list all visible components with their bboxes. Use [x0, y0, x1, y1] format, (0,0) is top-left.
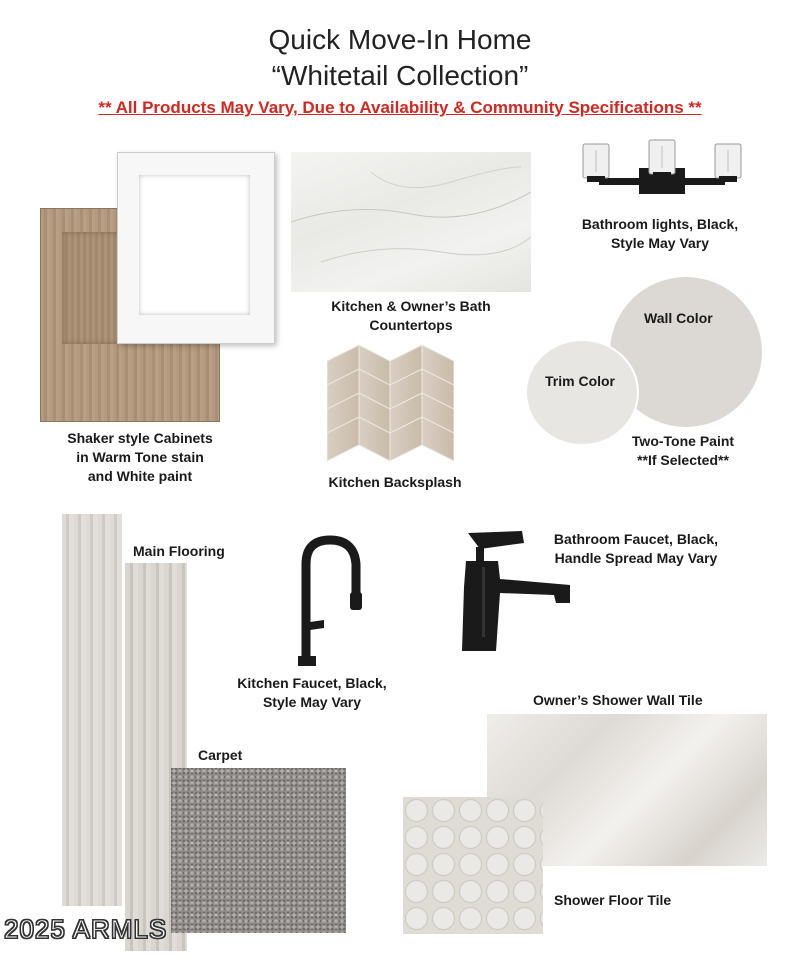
countertop-swatch-icon	[291, 152, 531, 292]
trim-color-label: Trim Color	[545, 373, 616, 389]
main-flooring-label: Main Flooring	[133, 543, 225, 559]
bath-lights-caption-line1: Bathroom lights, Black,	[581, 216, 739, 232]
shower-floor-label: Shower Floor Tile	[554, 892, 672, 908]
page-title: Quick Move-In Home	[268, 24, 532, 55]
trim-color-swatch	[527, 341, 637, 444]
cabinets-caption	[40, 429, 240, 486]
bath-faucet-caption-line2: Handle Spread May Vary	[554, 550, 718, 566]
shower-floor-tile-swatch	[403, 797, 543, 934]
copyright-watermark: 2025 ARMLS	[4, 914, 168, 944]
cabinets-caption-line2: in Warm Tone stain	[76, 449, 204, 465]
kitchen-faucet-caption-line2: Style May Vary	[262, 694, 362, 710]
carpet-label: Carpet	[198, 747, 243, 763]
countertops-caption-line1: Kitchen & Owner’s Bath	[331, 298, 491, 314]
cabinets-caption-line3: and White paint	[87, 468, 193, 484]
shower-wall-label: Owner’s Shower Wall Tile	[533, 692, 703, 708]
flooring-plank-1	[62, 514, 122, 906]
cabinets-caption-line1: Shaker style Cabinets	[67, 430, 213, 446]
wall-color-label: Wall Color	[644, 310, 713, 326]
disclaimer-text: ** All Products May Vary, Due to Availability & Community Specifications **	[98, 98, 702, 117]
bath-lights-caption	[560, 215, 760, 253]
carpet-swatch	[171, 768, 346, 933]
bath-faucet-caption	[530, 530, 742, 568]
two-tone-caption-line2: **If Selected**	[637, 452, 729, 468]
countertops-caption-line2: Countertops	[369, 317, 453, 333]
countertops-caption	[291, 297, 531, 335]
vanity-light-icon	[577, 136, 747, 206]
kitchen-faucet-icon	[284, 534, 380, 666]
kitchen-faucet-caption	[212, 674, 412, 712]
chevron-tile-icon	[327, 341, 454, 466]
cabinet-door-icon	[139, 175, 250, 315]
kitchen-faucet-caption-line1: Kitchen Faucet, Black,	[237, 675, 387, 691]
bath-faucet-caption-line1: Bathroom Faucet, Black,	[553, 531, 719, 547]
two-tone-caption-line1: Two-Tone Paint	[631, 433, 735, 449]
collection-name: “Whitetail Collection”	[271, 60, 529, 91]
backsplash-caption: Kitchen Backsplash	[328, 474, 462, 490]
bath-lights-caption-line2: Style May Vary	[610, 235, 710, 251]
two-tone-caption	[600, 432, 766, 470]
